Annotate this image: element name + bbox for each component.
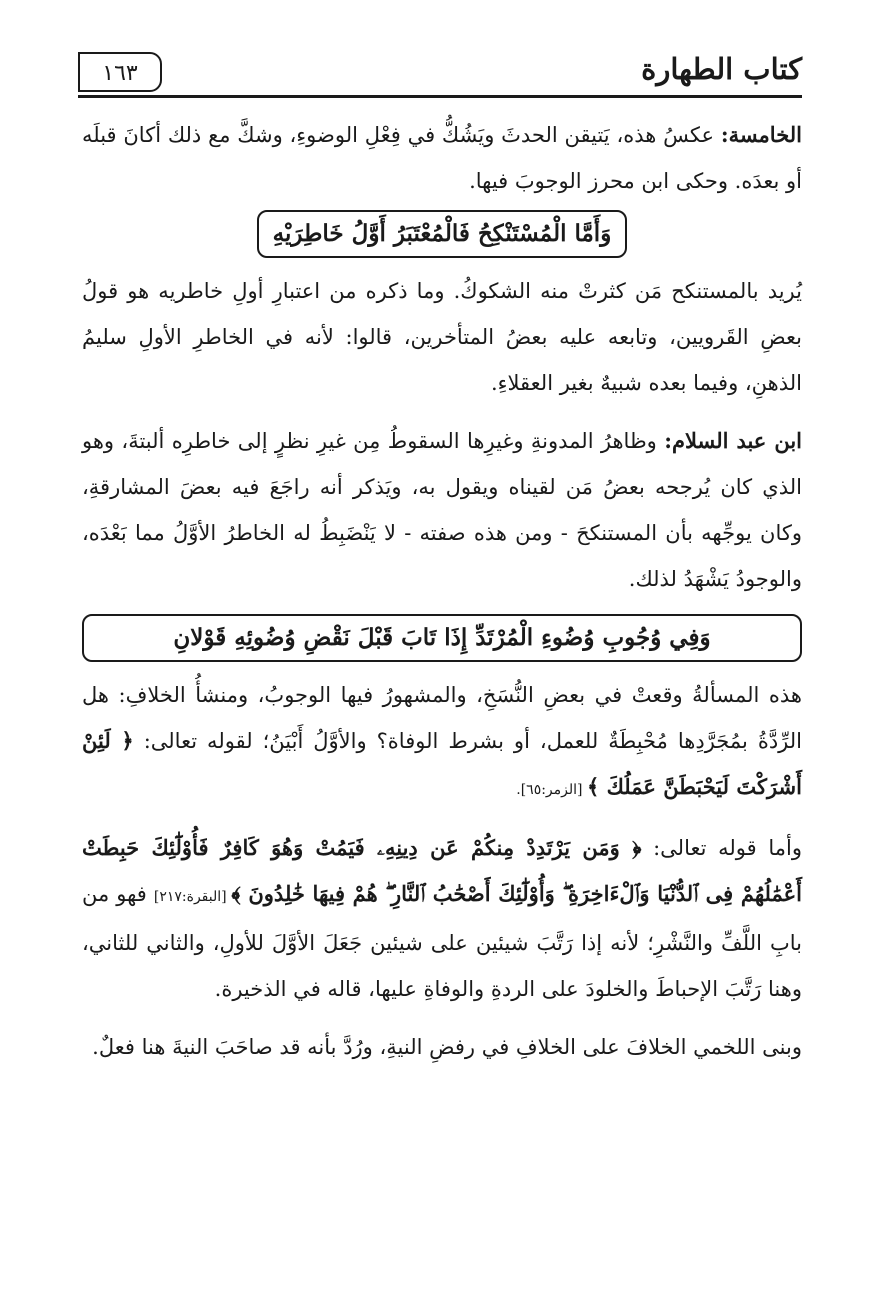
paragraph-ridda	[82, 672, 802, 813]
book-title: كتاب الطهارة	[641, 52, 802, 86]
paragraph-lead: ابن عبد السلام:	[664, 428, 802, 453]
paragraph-text: وبنى اللخمي الخلافَ على الخلافِ في رفضِ النيةِ، ورُدَّ بأنه قد صاحَبَ النيةَ هنا فعلٌ.	[92, 1035, 802, 1059]
matn-heading-mustankih: وَأَمَّا الْمُسْتَنْكِحُ فَالْمُعْتَبَرُ أَوَّلُ خَاطِرَيْهِ	[257, 210, 628, 258]
heading-wrap	[82, 614, 802, 662]
paragraph-text: وظاهرُ المدونةِ وغيرِها السقوطُ مِن غيرِ نظرٍ إلى خاطرِه ألبتةَ، وهو الذي كان يُرجحه بعضُ مَن لقيناه ويقول به، ويَذكر أنه راجَعَ فيه بعضَ المشارقةِ، وكان يوجِّهه بأن المستنكحَ - ومن هذه صفته - لا يَنْضَبِطُ له الخاطرُ الأوَّلُ مما بَعْدَه، والوجودُ يَشْهَدُ لذلك.	[82, 429, 802, 591]
quran-verse: ﴿ لَئِنْ أَشْرَكْتَ لَيَحْبَطَنَّ عَمَلُكَ ﴾	[82, 728, 802, 799]
paragraph-text: عكسُ هذه، يَتيقن الحدثَ ويَشُكُّ في فِعْلِ الوضوءِ، وشكَّ مع ذلك أكانَ قبلَه أو بعدَه. وحكى ابن محرز الوجوبَ فيها.	[82, 123, 802, 193]
page-header	[78, 50, 802, 98]
paragraph-lead: الخامسة:	[720, 122, 802, 147]
page-number: ١٦٣	[78, 52, 162, 92]
paragraph-text: هذه المسألةُ وقعتْ في بعضِ النُّسَخِ، والمشهورُ فيها الوجوبُ، ومنشأُ الخلافِ: هل الرِّدَّةُ بمُجَرَّدِها مُحْبِطَةٌ للعمل، أو بشرط الوفاة؟ والأوَّلُ أَبْيَنُ؛ لقوله تعالى:	[82, 683, 803, 753]
paragraph-laff-nashr	[82, 825, 802, 1012]
matn-heading-murtadd: وَفِي وُجُوبِ وُضُوءِ الْمُرْتَدِّ إِذَا تَابَ قَبْلَ نَقْضِ وُضُوئِهِ قَوْلانِ	[82, 614, 802, 662]
paragraph-text: وأما قوله تعالى:	[641, 836, 802, 860]
verse-reference: [الزمر:٦٥].	[516, 782, 587, 798]
paragraph-text: فهو من بابِ اللَّفِّ والنَّشْرِ؛ لأنه إذا رَتَّبَ شيئين على شيئين جَعَلَ الأوَّلَ للأولِ، والثاني للثاني، وهنا رَتَّبَ الإحباطَ والخلودَ على الردةِ والوفاةِ عليها، قاله في الذخيرة.	[82, 882, 802, 1001]
paragraph-lakhmi	[82, 1024, 802, 1070]
quran-verse: ﴿ وَمَن يَرْتَدِدْ مِنكُمْ عَن دِينِهِۦ فَيَمُتْ وَهُوَ كَافِرٌ فَأُوْلَٰٓئِكَ حَبِطَتْ أَعْمَٰلُهُمْ فِى ٱلدُّنْيَا وَٱلْءَاخِرَةِ ۖ وَأُوْلَٰٓئِكَ أَصْحَٰبُ ٱلنَّارِ ۖ هُمْ فِيهَا خَٰلِدُونَ ﴾	[82, 835, 802, 906]
header-rule	[78, 95, 802, 98]
paragraph-ibn-abd-salam	[82, 418, 802, 602]
paragraph-text: يُريد بالمستنكح مَن كثرتْ منه الشكوكُ. وما ذكره من اعتبارِ أولِ خاطريه هو قولُ بعضِ القَرويين، وتابعه عليه بعضُ المتأخرين، قالوا: لأنه في الخاطرِ الأولِ سليمُ الذهنِ، وفيما بعده شبيهٌ بغير العقلاءِ.	[82, 279, 802, 395]
verse-reference: [البقرة:٢١٧]	[153, 889, 232, 905]
page-content	[82, 112, 802, 1082]
paragraph-fifth-case	[82, 112, 802, 204]
heading-wrap	[82, 210, 802, 258]
paragraph-mustankih	[82, 268, 802, 406]
